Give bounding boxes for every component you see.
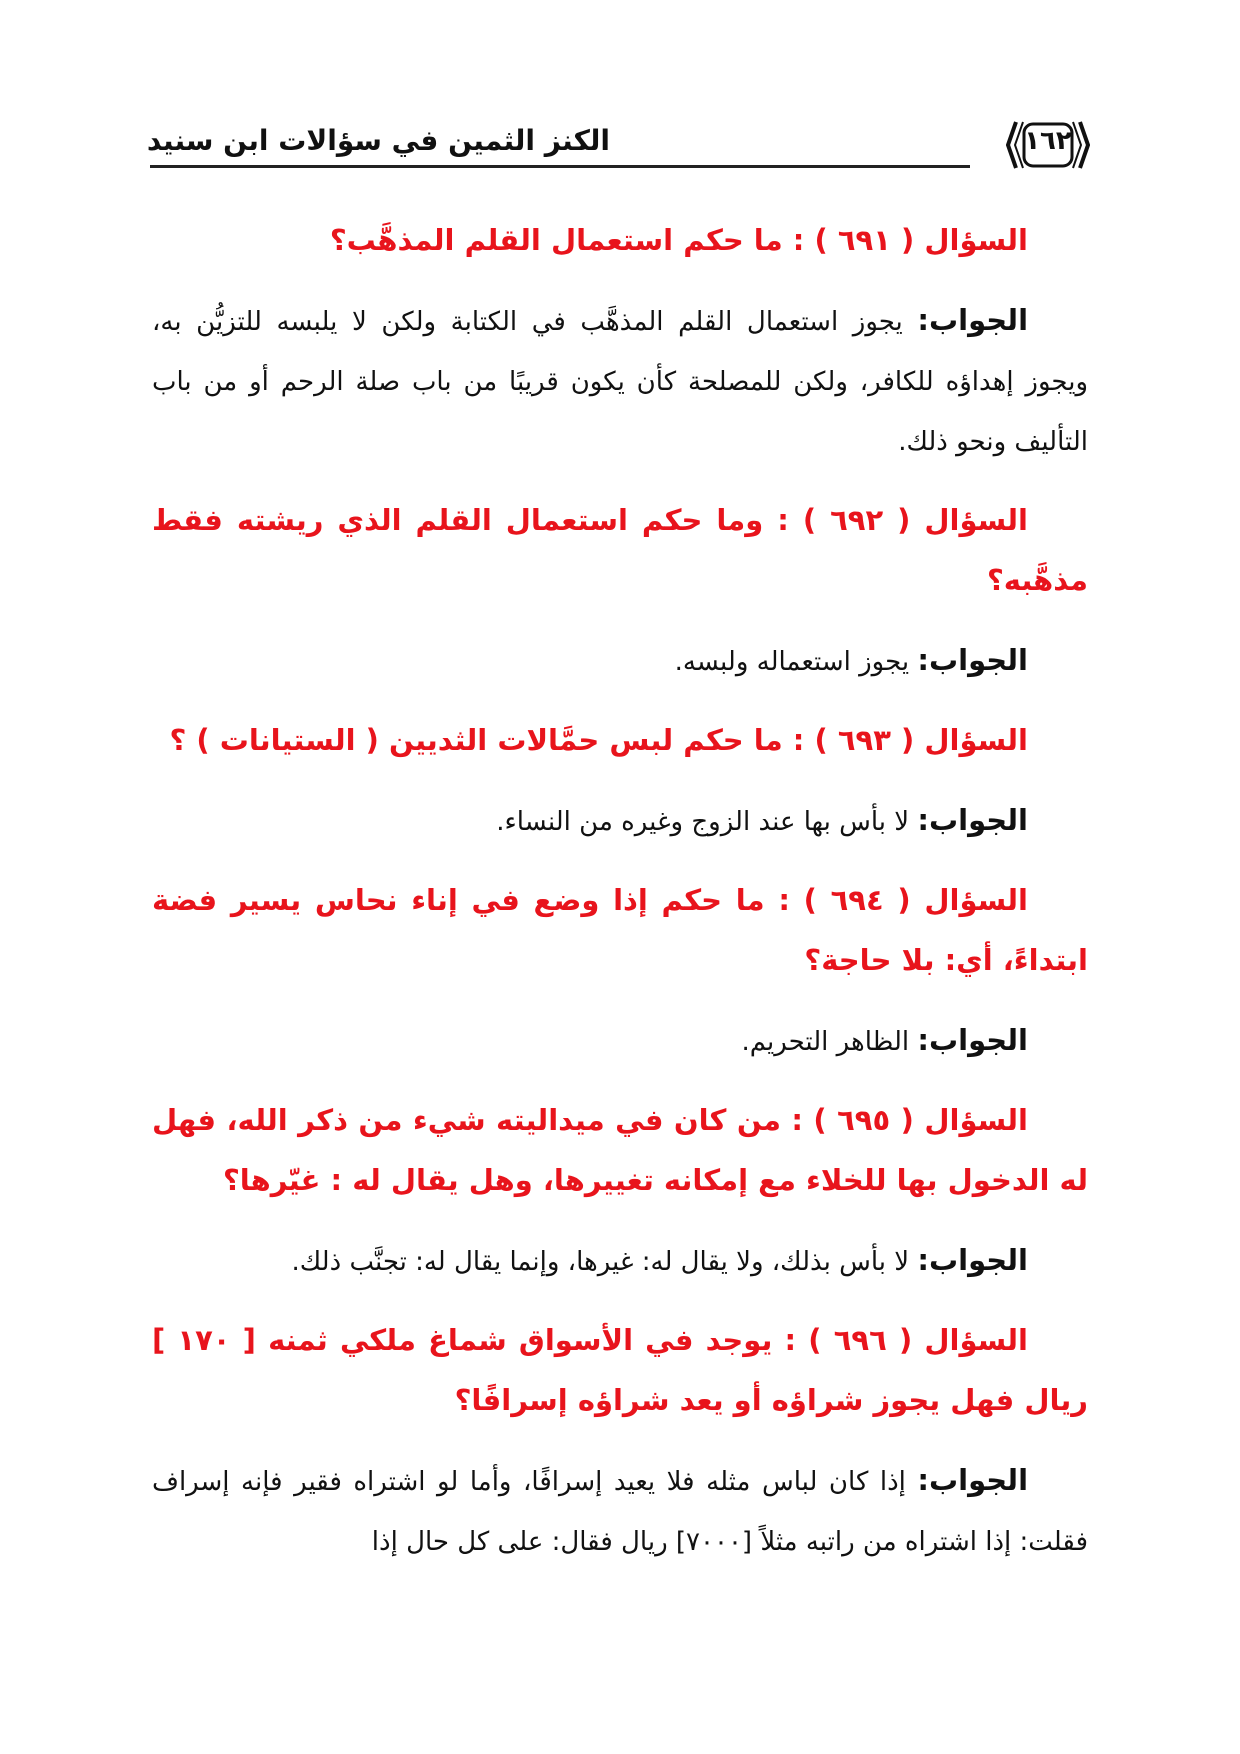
question <box>152 710 1088 770</box>
qa-entry-691 <box>152 210 1088 472</box>
question <box>152 870 1088 990</box>
answer-text: يجوز استعمال القلم المذهَّب في الكتابة ولكن لا يلبسه للتزيُّن به، ويجوز إهداؤه للكافر، ولكن للمصلحة كأن يكون قريبًا من باب صلة الرحم أو من باب التأليف ونحو ذلك. <box>152 307 1088 457</box>
qa-entry-696 <box>152 1310 1088 1572</box>
answer <box>152 290 1088 472</box>
question <box>152 210 1088 270</box>
question-text: ما حكم لبس حمَّالات الثديين ( الستيانات ) ؟ <box>169 723 783 757</box>
question-text: وما حكم استعمال القلم الذي ريشته فقط مذهَّبه؟ <box>152 503 1088 597</box>
qa-list <box>152 210 1088 1590</box>
answer-label: الجواب: <box>917 1023 1028 1057</box>
answer-text: الظاهر التحريم. <box>741 1027 910 1057</box>
answer-label: الجواب: <box>917 643 1028 677</box>
question-text: ما حكم استعمال القلم المذهَّب؟ <box>329 223 783 257</box>
question-label: السؤال ( ٦٩٣ ) : <box>792 723 1028 757</box>
question <box>152 1310 1088 1430</box>
answer <box>152 1010 1088 1072</box>
question-text: من كان في ميداليته شيء من ذكر الله، فهل له الدخول بها للخلاء مع إمكانه تغييرها، وهل يقال له : غيّرها؟ <box>152 1103 1088 1197</box>
answer <box>152 630 1088 692</box>
question <box>152 490 1088 610</box>
answer-text: يجوز استعماله ولبسه. <box>674 647 910 677</box>
book-title: الكنز الثمين في سؤالات ابن سنيد <box>146 124 610 157</box>
question-text: يوجد في الأسواق شماغ ملكي ثمنه [ ١٧٠ ] ريال فهل يجوز شراؤه أو يعد شراؤه إسرافًا؟ <box>152 1323 1088 1417</box>
answer <box>152 1450 1088 1572</box>
answer-label: الجواب: <box>917 1463 1029 1497</box>
qa-entry-695 <box>152 1090 1088 1292</box>
question-label: السؤال ( ٦٩٤ ) : <box>778 883 1028 917</box>
answer-text: إذا كان لباس مثله فلا يعيد إسرافًا، وأما لو اشتراه فقير فإنه إسراف فقلت: إذا اشتراه من راتبه مثلاً [٧٠٠٠] ريال فقال: على كل حال إذا <box>152 1467 1088 1557</box>
header-rule <box>150 165 970 168</box>
question-label: السؤال ( ٦٩٢ ) : <box>777 503 1028 537</box>
qa-entry-692 <box>152 490 1088 692</box>
page-number-badge <box>1006 118 1090 172</box>
answer-text: لا بأس بذلك، ولا يقال له: غيرها، وإنما يقال له: تجنَّب ذلك. <box>291 1247 910 1277</box>
page-number: ١٦٢ <box>1024 126 1072 156</box>
question-label: السؤال ( ٦٩٥ ) : <box>791 1103 1028 1137</box>
answer-label: الجواب: <box>917 1243 1028 1277</box>
qa-entry-694 <box>152 870 1088 1072</box>
question-label: السؤال ( ٦٩١ ) : <box>792 223 1028 257</box>
answer-text: لا بأس بها عند الزوج وغيره من النساء. <box>496 807 910 837</box>
answer-label: الجواب: <box>917 803 1028 837</box>
qa-entry-693 <box>152 710 1088 852</box>
question <box>152 1090 1088 1210</box>
question-text: ما حكم إذا وضع في إناء نحاس يسير فضة ابتداءً، أي: بلا حاجة؟ <box>152 883 1088 977</box>
answer <box>152 1230 1088 1292</box>
answer-label: الجواب: <box>917 303 1029 337</box>
answer <box>152 790 1088 852</box>
question-label: السؤال ( ٦٩٦ ) : <box>784 1323 1028 1357</box>
